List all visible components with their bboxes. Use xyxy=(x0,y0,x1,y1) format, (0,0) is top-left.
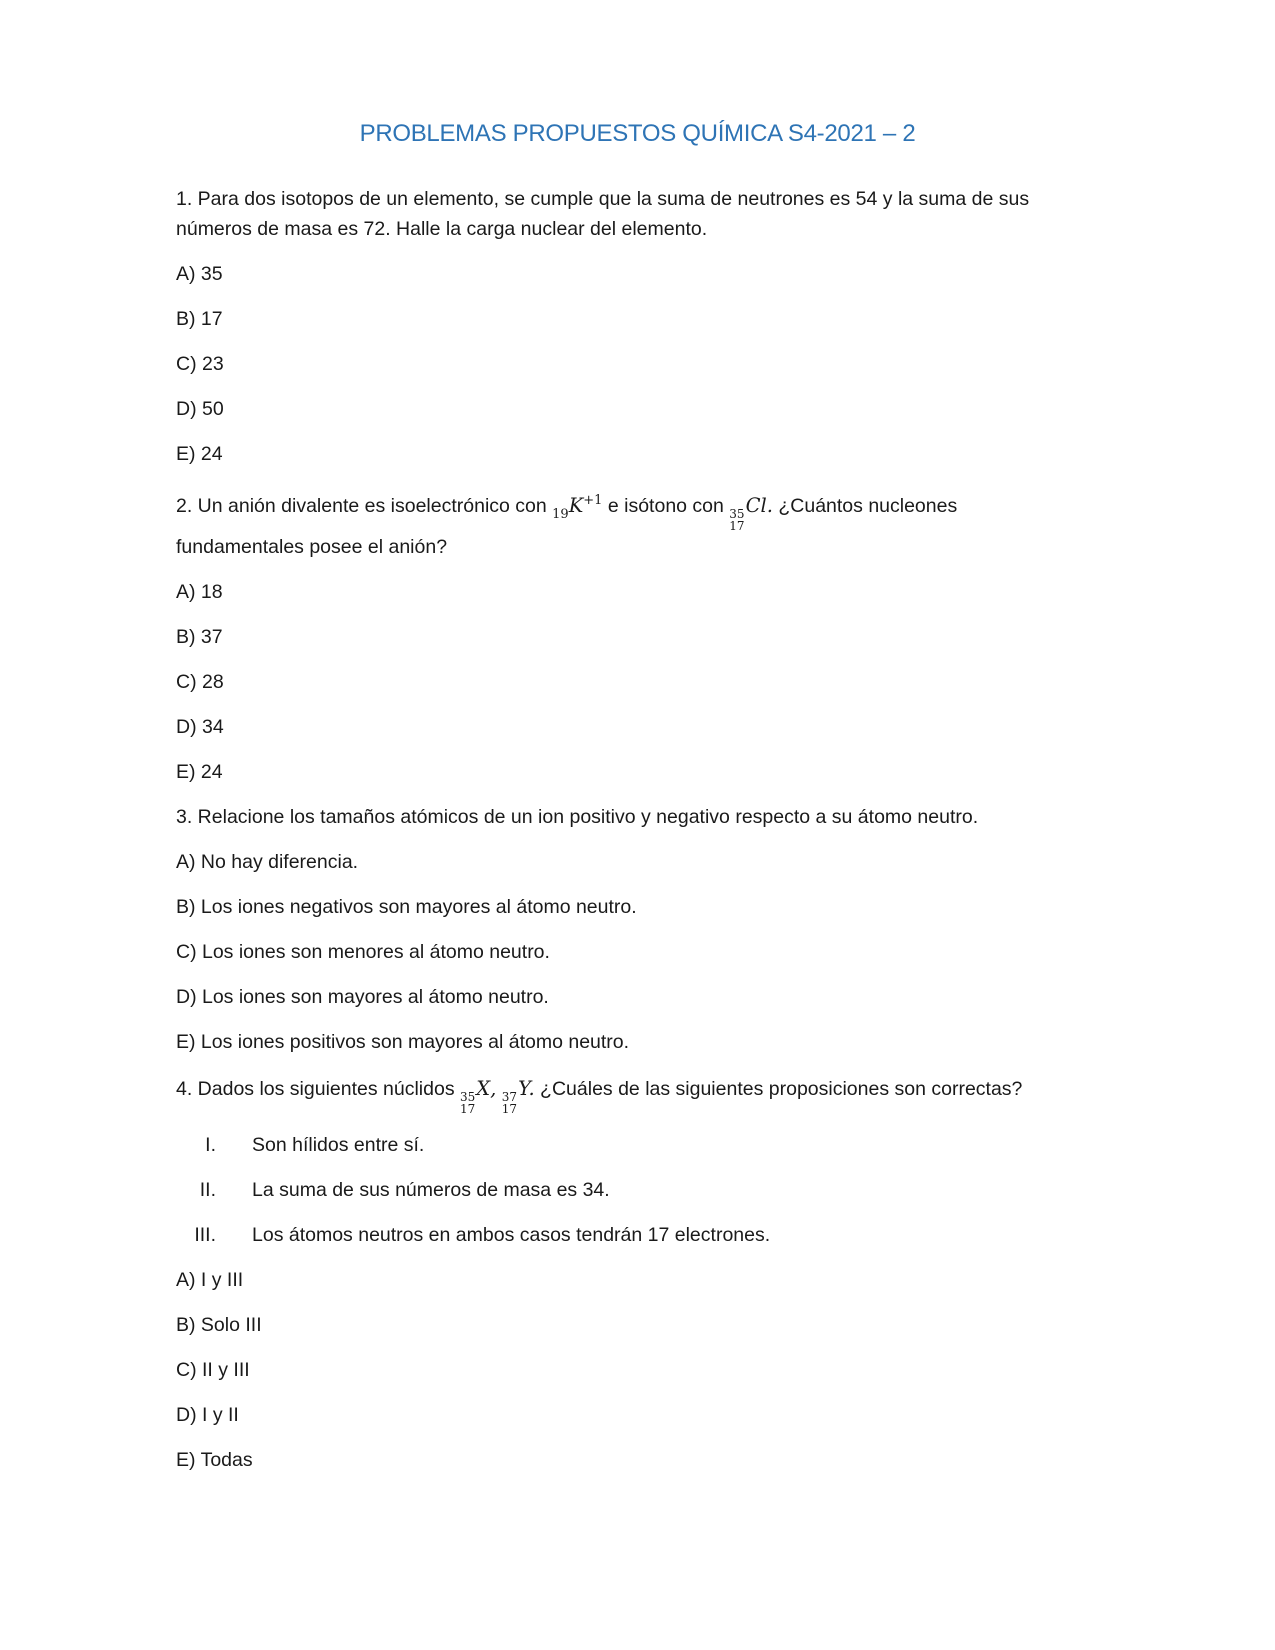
q4-option-a: A) I y III xyxy=(176,1269,244,1291)
proposition-number: II. xyxy=(199,1179,216,1201)
q4-option-b: B) Solo III xyxy=(176,1314,262,1336)
q3-option-e: E) Los iones positivos son mayores al átomo neutro. xyxy=(176,1031,630,1053)
q2-option-a: A) 18 xyxy=(176,581,223,603)
proposition-3 xyxy=(176,1220,1096,1250)
x-atomic-number: 17 xyxy=(460,1102,476,1116)
q1-option-c: C) 23 xyxy=(176,353,224,375)
proposition-text: Son hílidos entre sí. xyxy=(252,1134,425,1156)
q2-option-e: E) 24 xyxy=(176,761,223,783)
proposition-2 xyxy=(176,1175,1096,1205)
q2-text-c: ¿Cuántos nucleones xyxy=(772,495,958,517)
question-1-line-1: 1. Para dos isotopos de un elemento, se cumple que la suma de neutrones es 54 y la suma de sus xyxy=(176,188,1030,210)
question-2-line-2: fundamentales posee el anión? xyxy=(176,536,448,558)
y-mass-number: 37 xyxy=(501,1090,518,1104)
proposition-number: I. xyxy=(205,1134,216,1156)
q1-option-a: A) 35 xyxy=(176,263,223,285)
proposition-text: Los átomos neutros en ambos casos tendrán 17 electrones. xyxy=(252,1224,771,1246)
cl-symbol: Cl. xyxy=(745,494,773,517)
question-3 xyxy=(176,802,1096,1057)
k-charge: +1 xyxy=(583,493,603,508)
question-4-text xyxy=(176,1074,1096,1115)
question-1-line-2: números de masa es 72. Halle la carga nuclear del elemento. xyxy=(176,218,708,240)
x-mass-number: 35 xyxy=(460,1090,476,1104)
q1-option-b: B) 17 xyxy=(176,308,223,330)
q4-option-c: C) II y III xyxy=(176,1359,250,1381)
x-nuclide-numbers xyxy=(460,1091,475,1115)
q3-option-a: A) No hay diferencia. xyxy=(176,851,359,873)
cl-atomic-number: 17 xyxy=(729,519,745,533)
question-2-line-1 xyxy=(176,486,1096,532)
q2-option-b: B) 37 xyxy=(176,626,223,648)
q2-text-a: 2. Un anión divalente es isoelectrónico con xyxy=(176,495,553,517)
proposition-number: III. xyxy=(194,1224,216,1246)
y-nuclide-numbers xyxy=(502,1091,517,1115)
proposition-text: La suma de sus números de masa es 34. xyxy=(252,1179,610,1201)
question-3-text: 3. Relacione los tamaños atómicos de un ion positivo y negativo respecto a su átomo neutro. xyxy=(176,806,979,828)
q1-option-e: E) 24 xyxy=(176,443,223,465)
q3-option-c: C) Los iones son menores al átomo neutro. xyxy=(176,941,550,963)
q2-option-c: C) 28 xyxy=(176,671,224,693)
k-symbol: K xyxy=(568,494,584,517)
q4-text-b: ¿Cuáles de las siguientes proposiciones son correctas? xyxy=(534,1078,1023,1100)
q4-option-d: D) I y II xyxy=(176,1404,239,1426)
y-atomic-number: 17 xyxy=(501,1102,518,1116)
y-symbol: Y. xyxy=(518,1077,535,1100)
document-body xyxy=(176,184,1096,1475)
question-1 xyxy=(176,184,1096,469)
q4-text-a: 4. Dados los siguientes núclidos xyxy=(176,1078,460,1100)
question-4 xyxy=(176,1074,1096,1475)
q3-option-b: B) Los iones negativos son mayores al átomo neutro. xyxy=(176,896,637,918)
cl-nuclide-numbers xyxy=(729,508,744,532)
proposition-1 xyxy=(176,1130,1096,1160)
q3-option-d: D) Los iones son mayores al átomo neutro. xyxy=(176,986,549,1008)
q4-option-e: E) Todas xyxy=(176,1449,253,1471)
q2-text-b: e isótono con xyxy=(602,495,730,517)
cl-mass-number: 35 xyxy=(729,507,745,521)
q2-option-d: D) 34 xyxy=(176,716,224,738)
k-atomic-number: 19 xyxy=(552,507,569,522)
x-symbol: X, xyxy=(476,1077,497,1100)
q1-option-d: D) 50 xyxy=(176,398,224,420)
page-title: PROBLEMAS PROPUESTOS QUÍMICA S4-2021 – 2 xyxy=(359,120,916,147)
question-2 xyxy=(176,486,1096,787)
